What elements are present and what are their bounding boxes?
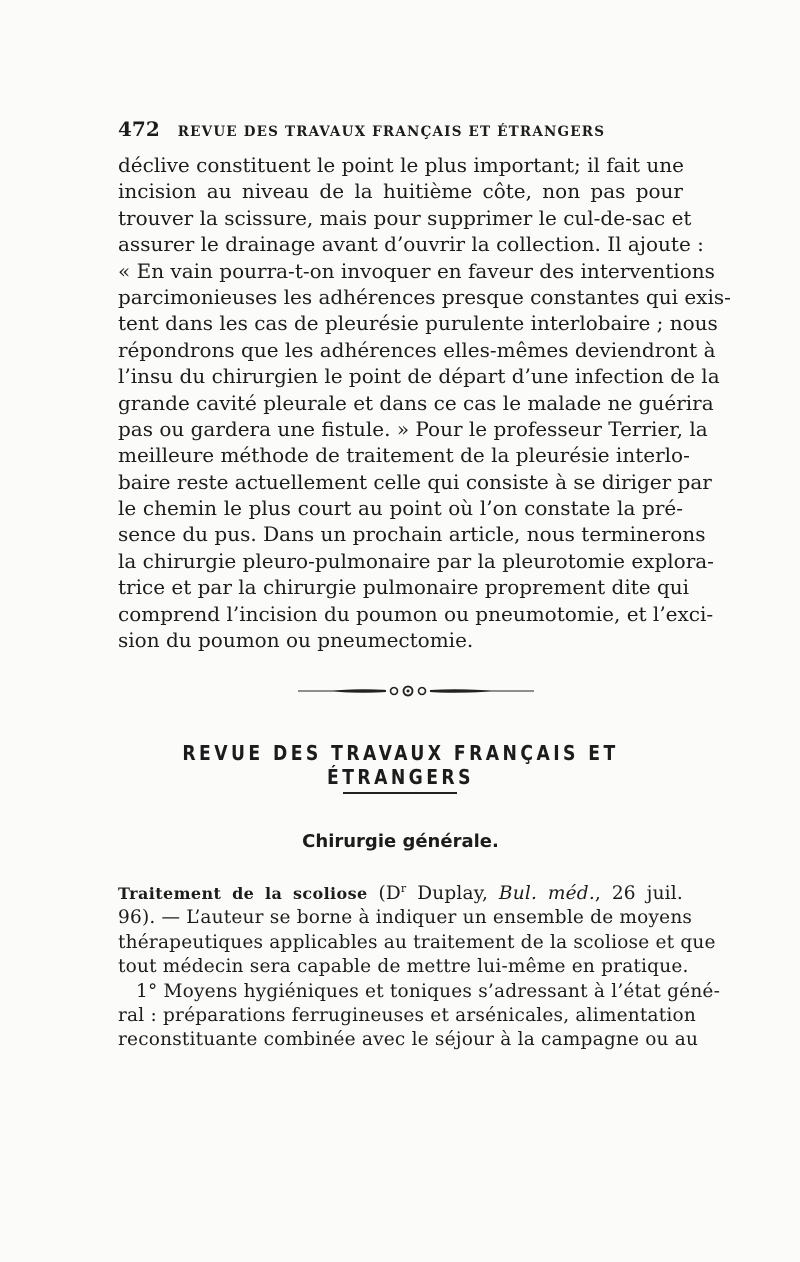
body-line: la chirurgie pleuro-pulmonaire par la pleurotomie explora- [118, 548, 714, 573]
running-head [118, 117, 683, 141]
publication-date: , 26 juil. [594, 883, 683, 904]
article-line: 1° Moyens hygiéniques et toniques s’adressant à l’état géné- [136, 980, 721, 1002]
body-line: trouver la scissure, mais pour supprimer le cul-de-sac et [118, 205, 692, 230]
article-line: 96). — L’auteur se borne à indiquer un ensemble de moyens [118, 907, 693, 929]
body-line: comprend l’incision du poumon ou pneumotomie, et l’exci- [118, 601, 714, 626]
article-abstract [118, 881, 721, 1053]
article-line: ral : préparations ferrugineuses et arsénicales, alimentation [118, 1004, 696, 1026]
body-line: répondrons que les adhérences elles-mêmes deviendront à [118, 337, 716, 362]
article-line: tout médecin sera capable de mettre lui-même en pratique. [118, 956, 689, 978]
body-line: tent dans les cas de pleurésie purulente interlobaire ; nous [118, 311, 718, 336]
page-number: 472 [118, 117, 160, 141]
section-title: REVUE DES TRAVAUX FRANÇAIS ET ÉTRANGERS [182, 741, 619, 789]
section-rule [343, 792, 457, 794]
body-line: sence du pus. Dans un prochain article, nous terminerons [118, 522, 706, 547]
article-line: thérapeutiques applicables au traitement de la scoliose et que [118, 931, 716, 953]
body-line: trice et par la chirurgie pulmonaire proprement dite qui [118, 575, 690, 600]
author-title-sup: r [400, 881, 407, 895]
article-first-line [118, 882, 683, 906]
body-line: l’insu du chirurgien le point de départ d’une infection de la [118, 364, 720, 389]
body-line: pas ou gardera une fistule. » Pour le professeur Terrier, la [118, 416, 708, 441]
article-heading: Traitement de la scoliose [118, 884, 368, 903]
body-line: « En vain pourra-t-on invoquer en faveur des interventions [118, 258, 715, 283]
body-line: le chemin le plus court au point où l’on constate la pré- [118, 496, 683, 521]
body-line: baire reste actuellement celle qui consiste à se diriger par [118, 469, 712, 494]
body-line: parcimonieuses les adhérences presque constantes qui exis- [118, 284, 731, 309]
body-line: grande cavité pleurale et dans ce cas le malade ne guérira [118, 390, 714, 415]
subsection-title: Chirurgie générale. [302, 831, 499, 852]
body-line: assurer le drainage avant d’ouvrir la collection. Il ajoute : [118, 232, 704, 257]
author-name: Duplay, [406, 883, 499, 904]
author-prefix: (D [378, 883, 401, 904]
body-line: incision au niveau de la huitième côte, non pas pour [118, 179, 683, 204]
body-line: sion du poumon ou pneumectomie. [118, 628, 474, 653]
ornament-divider [298, 684, 534, 698]
article-line: reconstituante combinée avec le séjour à la campagne ou au [118, 1029, 699, 1051]
body-line: meilleure méthode de traitement de la pleurésie interlo- [118, 443, 690, 468]
journal-name: Bul. méd. [498, 883, 595, 904]
running-title: REVUE DES TRAVAUX FRANÇAIS ET ÉTRANGERS [177, 124, 606, 140]
body-line: déclive constituent le point le plus important; il fait une [118, 153, 684, 177]
body-paragraph [118, 152, 731, 653]
